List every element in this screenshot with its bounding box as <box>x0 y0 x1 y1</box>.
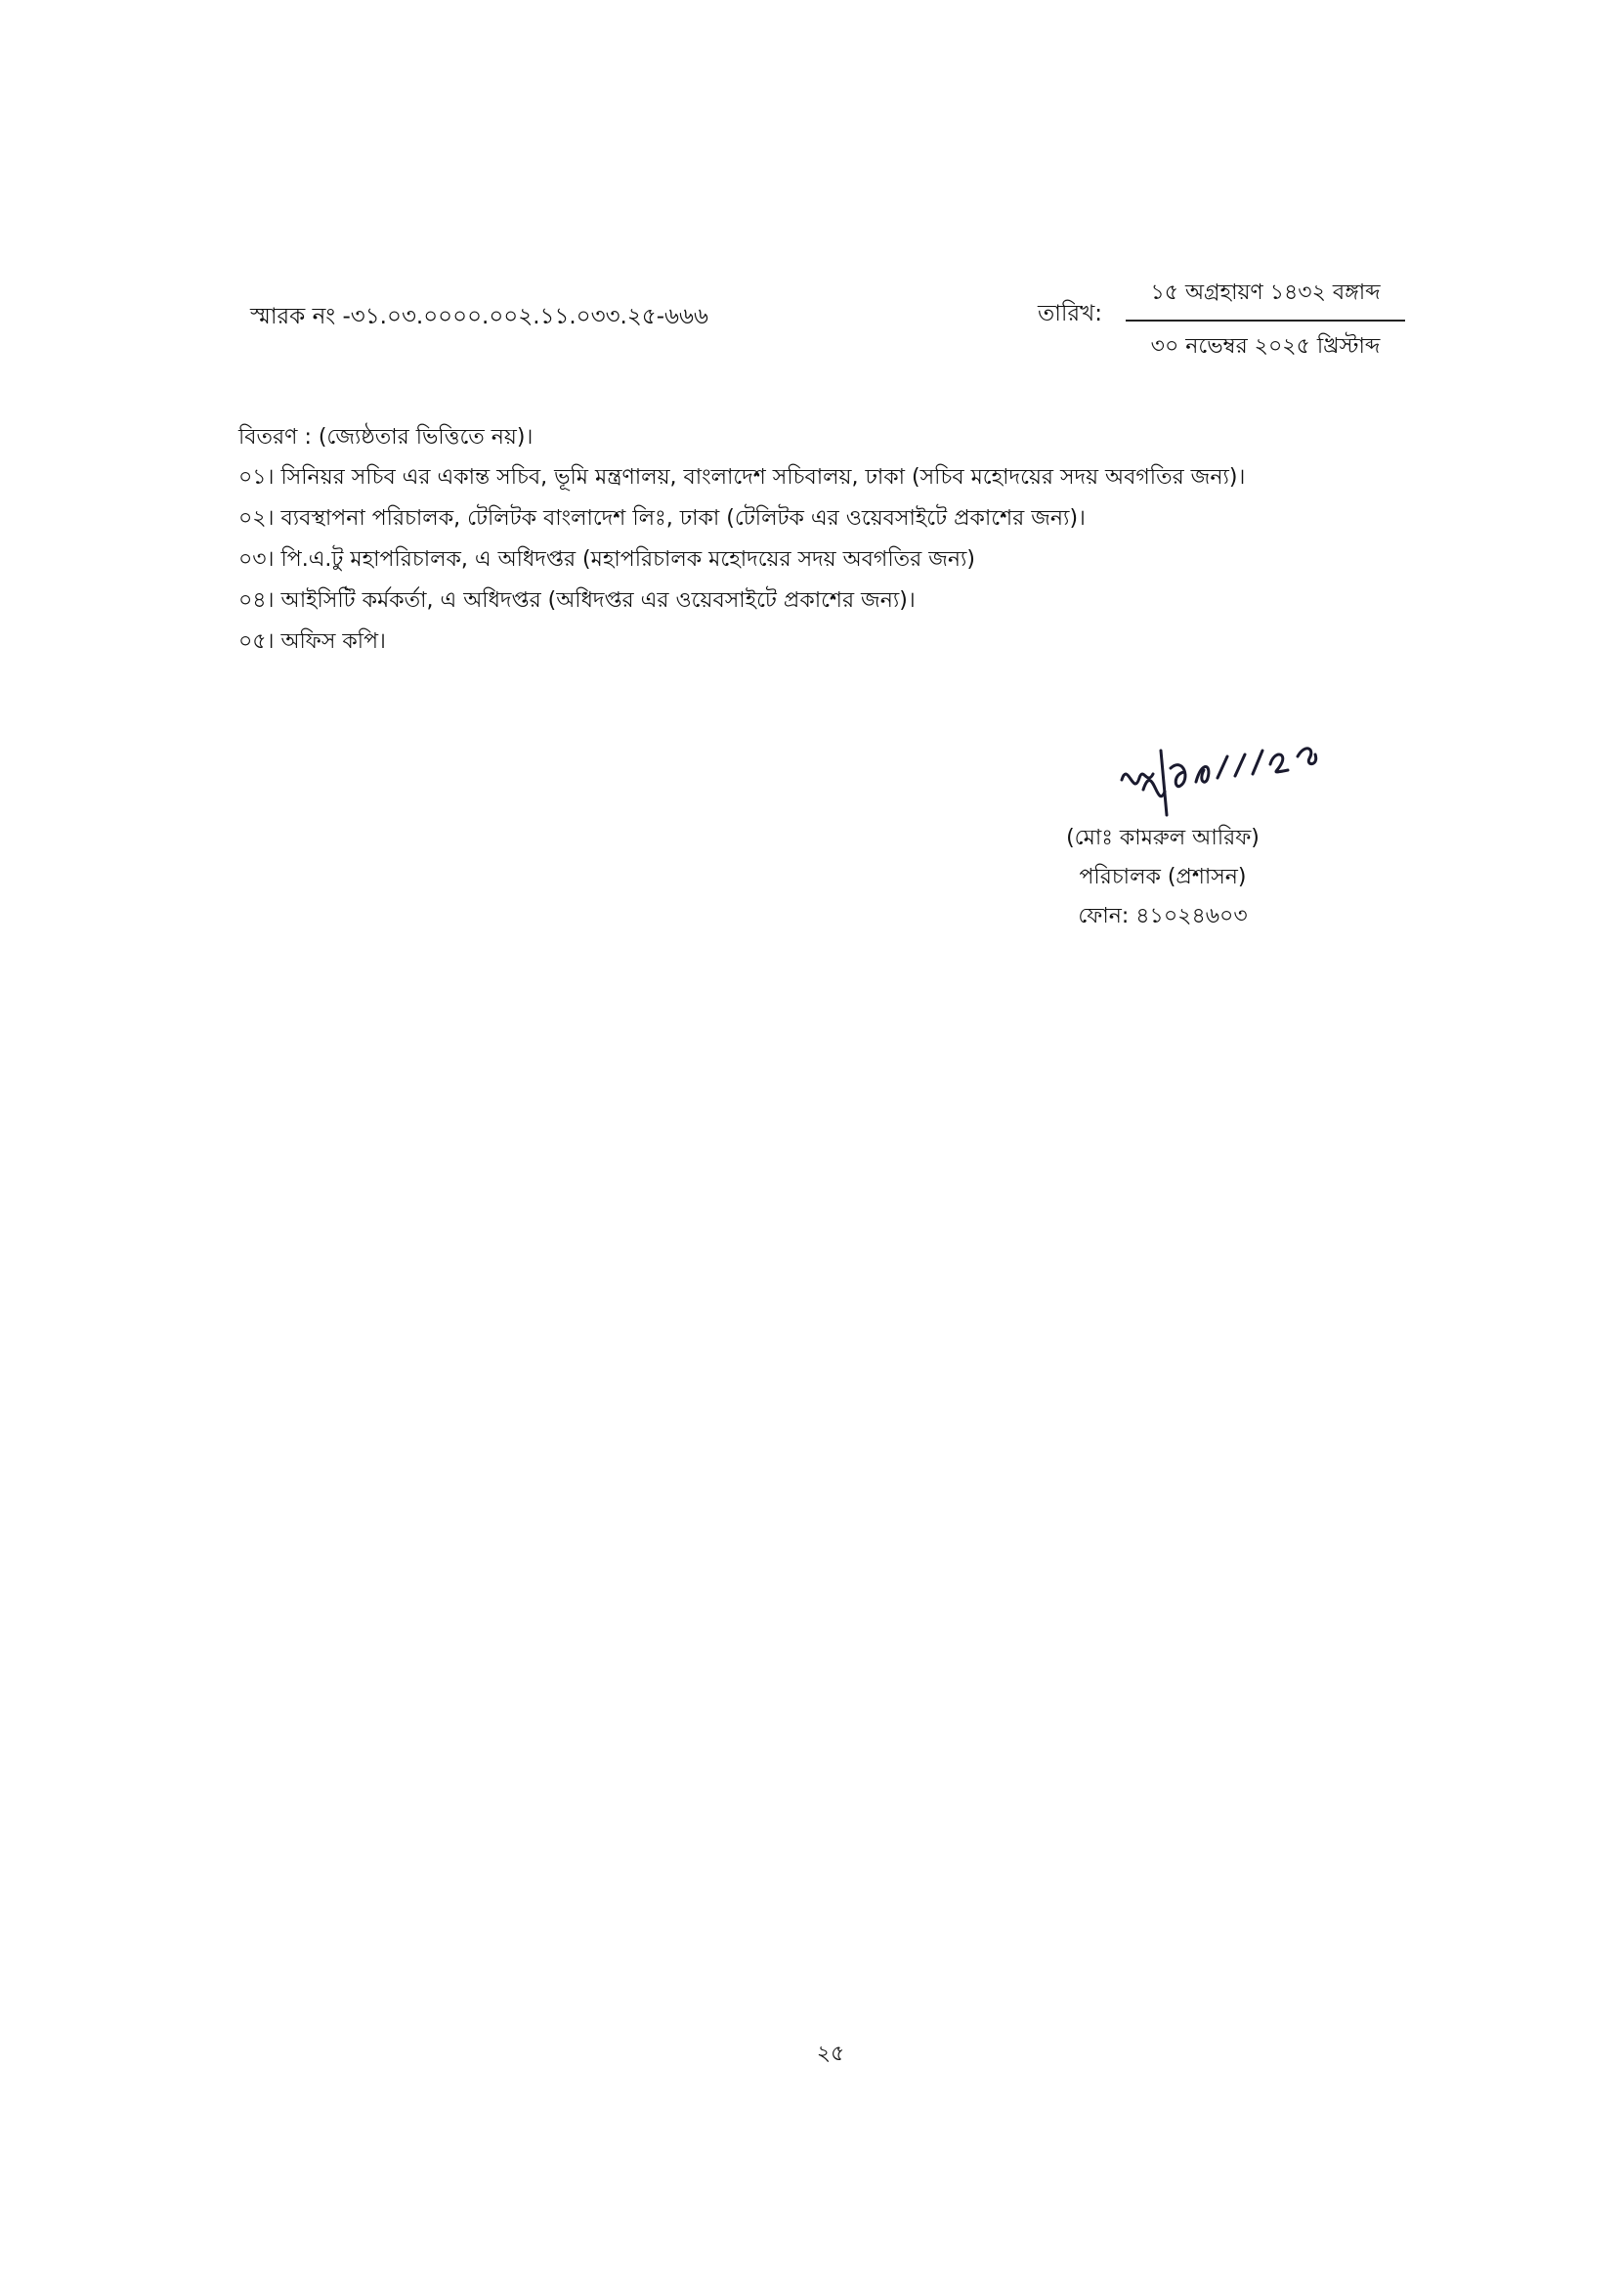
date-label: তারিখ: <box>1038 301 1103 326</box>
signatory-designation: পরিচালক (প্রশাসন) <box>1079 865 1247 889</box>
distribution-list <box>238 418 1245 663</box>
date-english: ৩০ নভেম্বর ২০২৫ খ্রিস্টাব্দ <box>1150 334 1381 359</box>
memo-number: স্মারক নং -৩১.০৩.০০০০.০০২.১১.০৩৩.২৫-৬৬৬ <box>250 304 708 329</box>
distribution-item: ০৩। পি.এ.টু মহাপরিচালক, এ অধিদপ্তর (মহাপরিচালক মহোদয়ের সদয় অবগতির জন্য) <box>238 547 976 572</box>
handwritten-signature <box>1114 721 1329 829</box>
distribution-item: ০২। ব্যবস্থাপনা পরিচালক, টেলিটক বাংলাদেশ লিঃ, ঢাকা (টেলিটক এর ওয়েবসাইটে প্রকাশের জন্য)। <box>238 506 1086 531</box>
date-bangla: ১৫ অগ্রহায়ণ ১৪৩২ বঙ্গাব্দ <box>1126 276 1405 322</box>
distribution-item: ০৫। অফিস কপি। <box>238 629 386 654</box>
signatory-block <box>1016 819 1309 936</box>
date-block <box>1126 276 1405 366</box>
distribution-heading: বিতরণ : (জ্যেষ্ঠতার ভিত্তিতে নয়)। <box>238 425 534 450</box>
page-number: ২৫ <box>816 2042 845 2066</box>
signatory-name: (মোঃ কামরুল আরিফ) <box>1066 826 1260 850</box>
distribution-item: ০১। সিনিয়র সচিব এর একান্ত সচিব, ভূমি মন্ত্রণালয়, বাংলাদেশ সচিবালয়, ঢাকা (সচিব মহোদয়ের সদয় অবগতির জন্য)। <box>238 465 1246 490</box>
signatory-phone: ফোন: ৪১০২৪৬০৩ <box>1078 904 1248 928</box>
distribution-item: ০৪। আইসিটি কর্মকর্তা, এ অধিদপ্তর (অধিদপ্তর এর ওয়েবসাইটে প্রকাশের জন্য)। <box>238 588 916 613</box>
